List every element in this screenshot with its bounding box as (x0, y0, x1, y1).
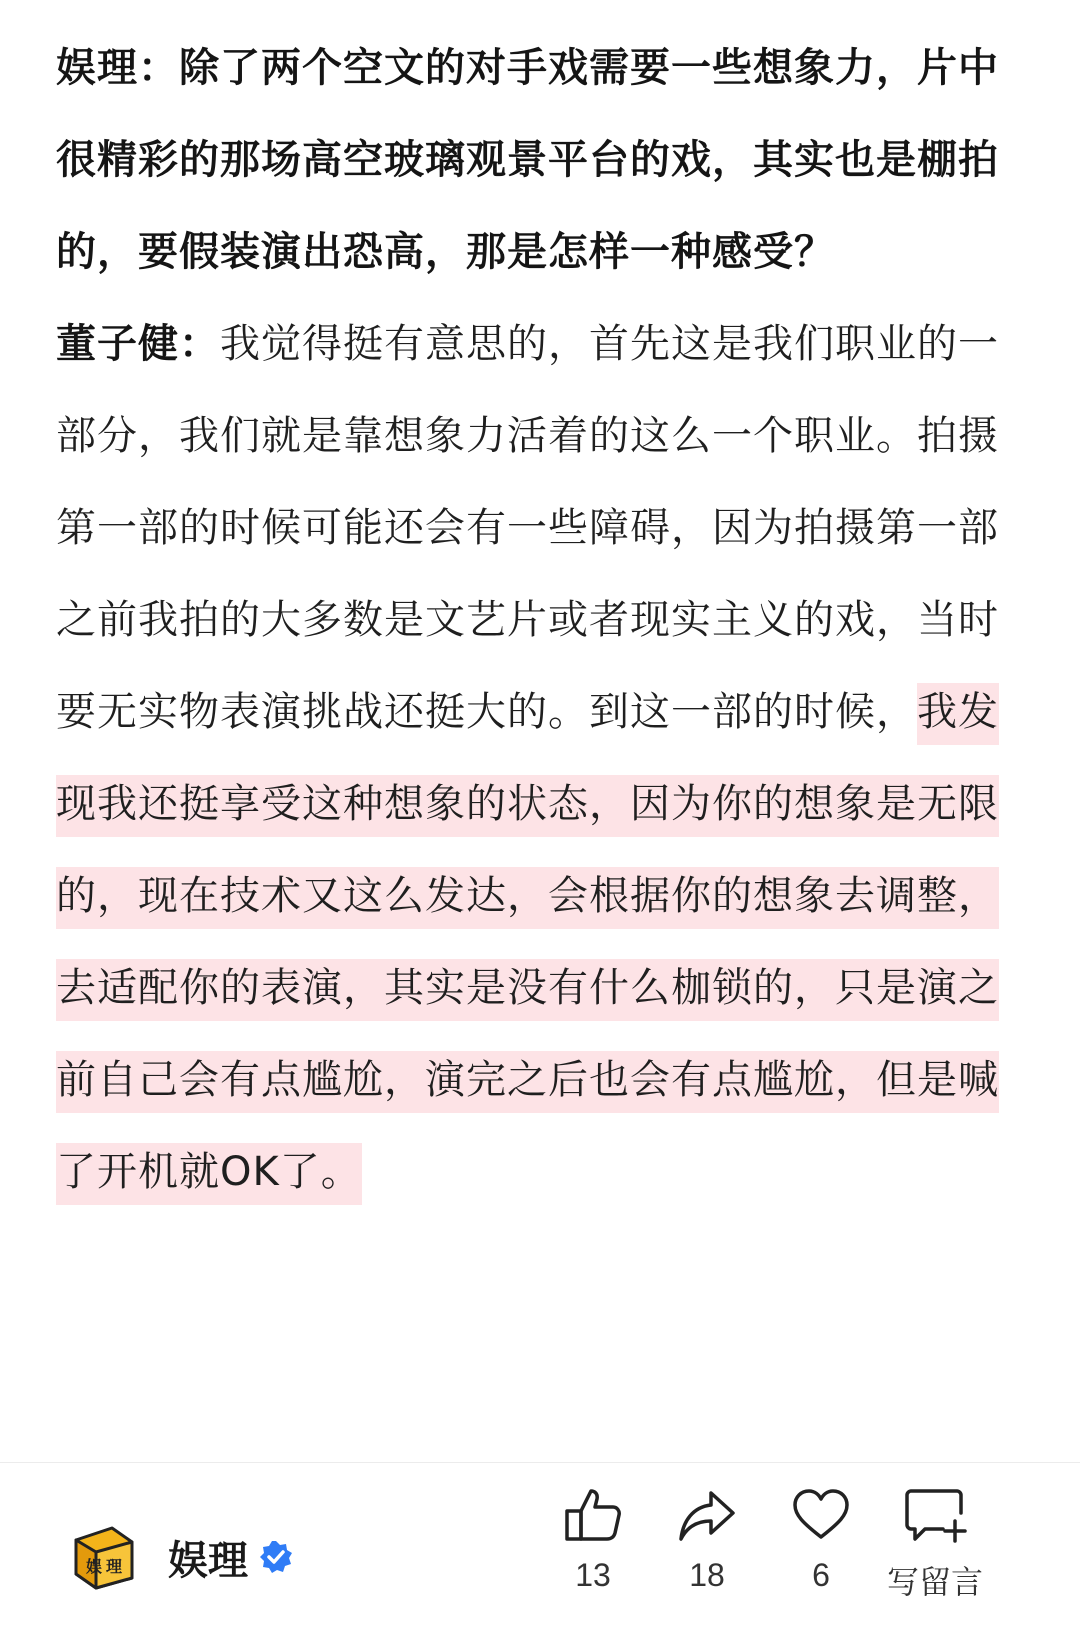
comment-add-icon (903, 1483, 967, 1547)
like-count: 13 (575, 1557, 611, 1593)
verified-badge-icon (258, 1539, 294, 1575)
question-text: 除了两个空文的对手戏需要一些想象力，片中很精彩的那场高空玻璃观景平台的戏，其实也是棚拍的，要假装演出恐高，那是怎样一种感受？ (56, 45, 999, 275)
answer-paragraph (56, 298, 1026, 1218)
article-footer (0, 1463, 1080, 1625)
favorite-button[interactable] (766, 1483, 876, 1594)
account-info[interactable] (68, 1521, 294, 1593)
comment-label: 写留言 (886, 1564, 983, 1600)
share-count: 18 (689, 1557, 725, 1593)
thumbs-up-icon (561, 1483, 625, 1547)
action-bar (560, 1483, 1040, 1613)
yuli-logo-icon[interactable] (68, 1522, 138, 1592)
share-button[interactable] (652, 1483, 762, 1594)
answer-text: 我觉得挺有意思的，首先这是我们职业的一部分，我们就是靠想象力活着的这么一个职业。拍摄第一部的时候可能还会有一些障碍，因为拍摄第一部之前我拍的大多数是文艺片或者现实主义的戏，当时要无实物表演挑战还挺大的。到这一部的时候， (56, 321, 999, 735)
like-button[interactable] (538, 1483, 648, 1594)
comment-button[interactable] (880, 1483, 990, 1603)
favorite-count: 6 (812, 1557, 830, 1593)
svg-text:娱: 娱 (86, 1557, 103, 1576)
answer-speaker: 董子健： (56, 321, 220, 367)
article-body (56, 22, 1026, 1218)
account-name[interactable]: 娱理 (168, 1537, 248, 1584)
svg-text:理: 理 (106, 1557, 123, 1576)
question-speaker: 娱理： (56, 45, 179, 91)
highlighted-quote[interactable]: 我发现我还挺享受这种想象的状态，因为你的想象是无限的，现在技术又这么发达，会根据你的想象去调整，去适配你的表演，其实是没有什么枷锁的，只是演之前自己会有点尴尬，演完之后也会有点尴尬，但是喊了开机就OK了。 (56, 683, 999, 1205)
heart-icon (789, 1483, 853, 1547)
question-paragraph (56, 22, 1026, 298)
share-arrow-icon (675, 1483, 739, 1547)
